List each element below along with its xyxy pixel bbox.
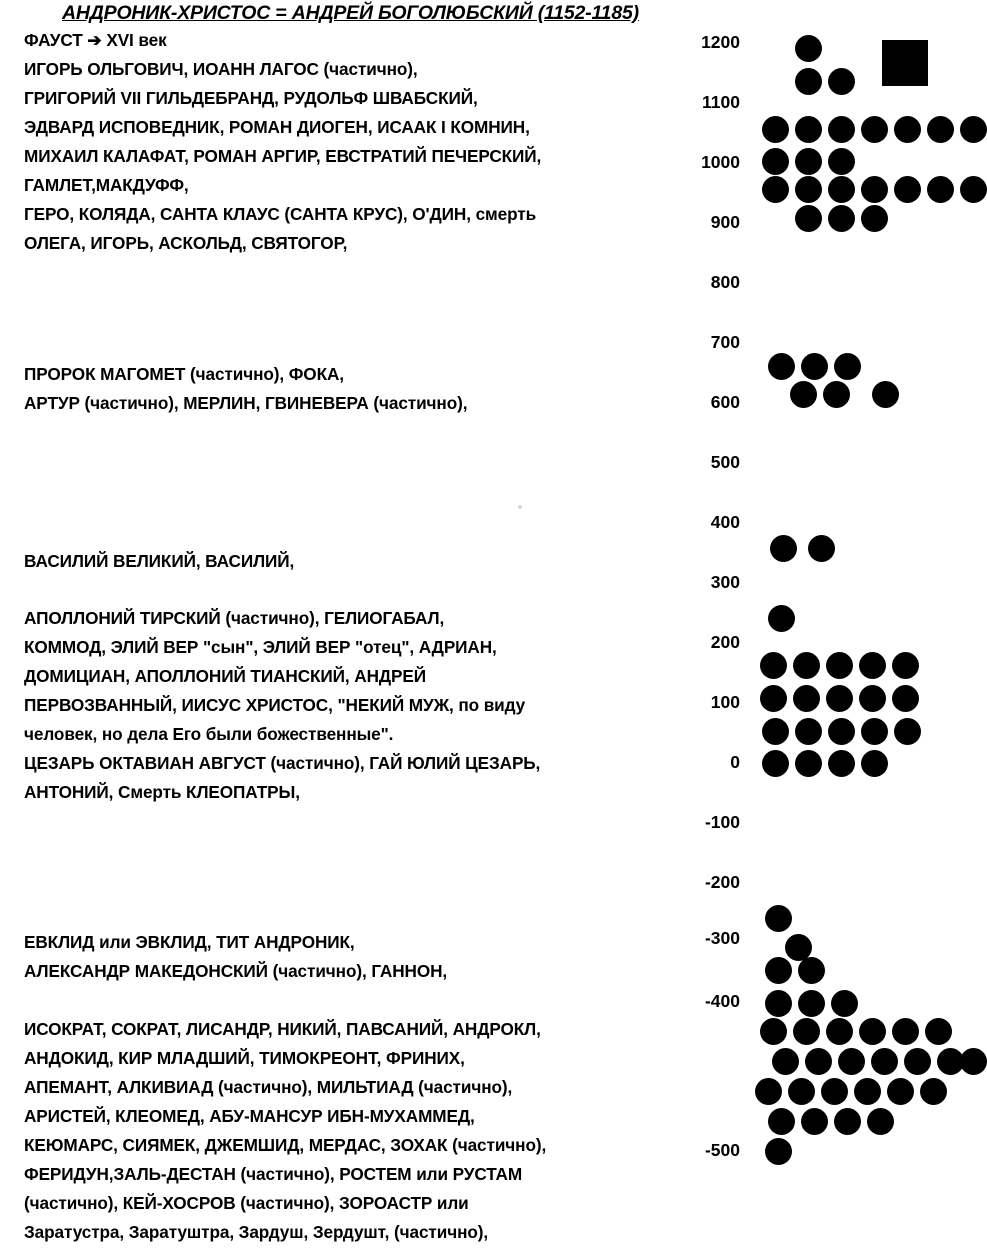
timeline-dot xyxy=(861,205,888,232)
timeline-dot xyxy=(887,1078,914,1105)
timeline-dot xyxy=(960,176,987,203)
timeline-dot xyxy=(831,990,858,1017)
scale-label: -100 xyxy=(704,812,740,832)
timeline-dot xyxy=(828,176,855,203)
timeline-dot xyxy=(768,605,795,632)
timeline-dot xyxy=(765,957,792,984)
name-line: АЛЕКСАНДР МАКЕДОНСКИЙ (частично), ГАННОН, xyxy=(24,961,448,981)
timeline-dot xyxy=(872,381,899,408)
name-line: АНТОНИЙ, Смерть КЛЕОПАТРЫ, xyxy=(24,782,300,802)
timeline-dot xyxy=(828,68,855,95)
timeline-dot xyxy=(828,205,855,232)
timeline-dot xyxy=(892,1018,919,1045)
scale-label: 1100 xyxy=(702,92,740,112)
scale-label: -200 xyxy=(704,872,740,892)
timeline-dot xyxy=(795,68,822,95)
scale-label: 200 xyxy=(710,632,740,652)
timeline-dot xyxy=(790,381,817,408)
timeline-dot xyxy=(765,905,792,932)
timeline-dot xyxy=(854,1078,881,1105)
scale-label: 600 xyxy=(710,392,740,412)
timeline-dot xyxy=(861,176,888,203)
timeline-dot xyxy=(867,1108,894,1135)
timeline-dot xyxy=(894,718,921,745)
scale-label: 0 xyxy=(730,752,740,772)
name-line: ПРОРОК МАГОМЕТ (частично), ФОКА, xyxy=(24,364,344,384)
timeline-dot xyxy=(768,1108,795,1135)
timeline-dot xyxy=(795,176,822,203)
name-line: Заратустра, Заратуштра, Зардуш, Зердушт, (частично), xyxy=(24,1222,489,1242)
name-line: ФЕРИДУН,ЗАЛЬ-ДЕСТАН (частично), РОСТЕМ или РУСТАМ xyxy=(24,1164,523,1184)
timeline-dot xyxy=(795,750,822,777)
timeline-dot xyxy=(828,750,855,777)
timeline-dot xyxy=(762,750,789,777)
name-line: ОЛЕГА, ИГОРЬ, АСКОЛЬД, СВЯТОГОР, xyxy=(24,233,348,253)
name-line: КЕЮМАРС, СИЯМЕК, ДЖЕМШИД, МЕРДАС, ЗОХАК (частично), xyxy=(24,1135,547,1155)
timeline-dot xyxy=(793,652,820,679)
timeline-dot xyxy=(925,1018,952,1045)
scale-label: 100 xyxy=(710,692,740,712)
name-line: ЦЕЗАРЬ ОКТАВИАН АВГУСТ (частично), ГАЙ ЮЛИЙ ЦЕЗАРЬ, xyxy=(24,753,541,773)
timeline-dot xyxy=(828,116,855,143)
name-line: ИСОКРАТ, СОКРАТ, ЛИСАНДР, НИКИЙ, ПАВСАНИЙ, АНДРОКЛ, xyxy=(24,1019,541,1039)
timeline-dot xyxy=(861,718,888,745)
timeline-square-marker xyxy=(882,40,928,86)
timeline-dot xyxy=(798,957,825,984)
timeline-dot xyxy=(788,1078,815,1105)
name-line: ЕВКЛИД или ЭВКЛИД, ТИТ АНДРОНИК, xyxy=(24,932,355,952)
scale-label: 900 xyxy=(710,212,740,232)
timeline-dot xyxy=(795,718,822,745)
scale-label: 300 xyxy=(710,572,740,592)
page-title: АНДРОНИК-ХРИСТОС = АНДРЕЙ БОГОЛЮБСКИЙ (1152-1185) xyxy=(62,2,639,24)
timeline-dot xyxy=(927,176,954,203)
timeline-dot xyxy=(762,718,789,745)
name-line: (частично), КЕЙ-ХОСРОВ (частично), ЗОРОАСТР или xyxy=(24,1193,469,1213)
timeline-dot xyxy=(770,535,797,562)
scale-label: 500 xyxy=(710,452,740,472)
timeline-dot xyxy=(760,652,787,679)
name-line: АРТУР (частично), МЕРЛИН, ГВИНЕВЕРА (частично), xyxy=(24,393,468,413)
timeline-dot xyxy=(927,116,954,143)
timeline-dot xyxy=(920,1078,947,1105)
name-line: ГЕРО, КОЛЯДА, САНТА КЛАУС (САНТА КРУС), О'ДИН, смерть xyxy=(24,204,537,224)
name-line: человек, но дела Его были божественные". xyxy=(24,724,394,744)
timeline-dot xyxy=(765,1138,792,1165)
timeline-dot xyxy=(859,652,886,679)
name-line: ФАУСТ ➔ XVI век xyxy=(24,30,167,50)
timeline-dot xyxy=(834,1108,861,1135)
timeline-dot xyxy=(793,1018,820,1045)
scale-label: 1200 xyxy=(701,32,740,52)
timeline-dot xyxy=(859,1018,886,1045)
timeline-dot xyxy=(826,685,853,712)
timeline-dot xyxy=(828,718,855,745)
name-line: КОММОД, ЭЛИЙ ВЕР "сын", ЭЛИЙ ВЕР "отец", АДРИАН, xyxy=(24,637,497,657)
name-line: ГРИГОРИЙ VII ГИЛЬДЕБРАНД, РУДОЛЬФ ШВАБСКИЙ, xyxy=(24,88,478,108)
timeline-dot xyxy=(760,1018,787,1045)
scale-label: -500 xyxy=(704,1140,740,1160)
timeline-dot xyxy=(828,148,855,175)
timeline-dot xyxy=(960,1048,987,1075)
name-line: АНДОКИД, КИР МЛАДШИЙ, ТИМОКРЕОНТ, ФРИНИХ, xyxy=(24,1048,465,1068)
name-line: ГАМЛЕТ,МАКДУФФ, xyxy=(24,175,189,195)
timeline-dot xyxy=(859,685,886,712)
timeline-dot xyxy=(821,1078,848,1105)
timeline-dot xyxy=(762,148,789,175)
timeline-dot xyxy=(861,750,888,777)
timeline-dot xyxy=(892,685,919,712)
timeline-dot xyxy=(801,353,828,380)
timeline-dot xyxy=(795,116,822,143)
timeline-dot xyxy=(795,148,822,175)
timeline-dot xyxy=(772,1048,799,1075)
timeline-dot xyxy=(904,1048,931,1075)
timeline-dot xyxy=(760,685,787,712)
scale-label: -400 xyxy=(704,991,740,1011)
name-line: АПЕМАНТ, АЛКИВИАД (частично), МИЛЬТИАД (частично), xyxy=(24,1077,513,1097)
timeline-dot xyxy=(861,116,888,143)
timeline-dot xyxy=(808,535,835,562)
timeline-dot xyxy=(768,353,795,380)
timeline-dot xyxy=(798,990,825,1017)
scale-label: 400 xyxy=(710,512,740,532)
timeline-dot xyxy=(755,1078,782,1105)
name-line: АРИСТЕЙ, КЛЕОМЕД, АБУ-МАНСУР ИБН-МУХАММЕД, xyxy=(24,1106,475,1126)
timeline-dot xyxy=(795,205,822,232)
name-line: ИГОРЬ ОЛЬГОВИЧ, ИОАНН ЛАГОС (частично), xyxy=(24,59,418,79)
timeline-dot xyxy=(762,116,789,143)
timeline-dot xyxy=(765,990,792,1017)
timeline-dot xyxy=(762,176,789,203)
timeline-dot xyxy=(894,116,921,143)
name-line: АПОЛЛОНИЙ ТИРСКИЙ (частично), ГЕЛИОГАБАЛ, xyxy=(24,608,445,628)
timeline-dot xyxy=(823,381,850,408)
scale-label: -300 xyxy=(704,928,740,948)
name-line: МИХАИЛ КАЛАФАТ, РОМАН АРГИР, ЕВСТРАТИЙ ПЕЧЕРСКИЙ, xyxy=(24,146,542,166)
scale-label: 700 xyxy=(710,332,740,352)
timeline-dot xyxy=(793,685,820,712)
timeline-dot xyxy=(838,1048,865,1075)
scale-label: 800 xyxy=(710,272,740,292)
timeline-dot xyxy=(795,35,822,62)
scale-label: 1000 xyxy=(701,152,740,172)
timeline-dot xyxy=(801,1108,828,1135)
timeline-dot xyxy=(805,1048,832,1075)
timeline-dot xyxy=(892,652,919,679)
name-line: ЭДВАРД ИСПОВЕДНИК, РОМАН ДИОГЕН, ИСААК I КОМНИН, xyxy=(24,117,530,137)
name-line: ДОМИЦИАН, АПОЛЛОНИЙ ТИАНСКИЙ, АНДРЕЙ xyxy=(24,666,427,686)
timeline-dot xyxy=(834,353,861,380)
faint-speck xyxy=(518,505,522,509)
timeline-dot xyxy=(826,652,853,679)
timeline-dot xyxy=(894,176,921,203)
timeline-dot xyxy=(826,1018,853,1045)
name-line: ВАСИЛИЙ ВЕЛИКИЙ, ВАСИЛИЙ, xyxy=(24,551,295,571)
timeline-dot xyxy=(960,116,987,143)
name-line: ПЕРВОЗВАННЫЙ, ИИСУС ХРИСТОС, "НЕКИЙ МУЖ, по виду xyxy=(24,695,526,715)
timeline-dot xyxy=(871,1048,898,1075)
